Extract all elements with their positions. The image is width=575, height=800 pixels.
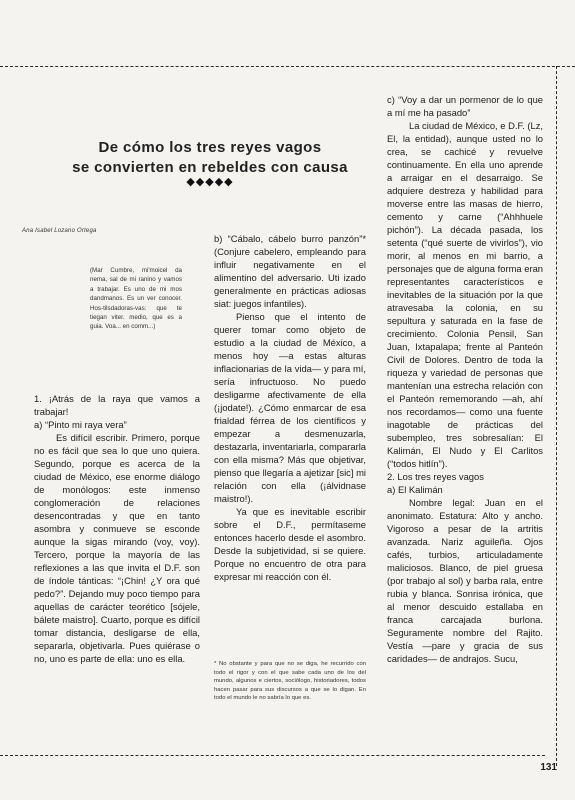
paragraph: 1. ¡Atrás de la raya que vamos a trabajar! [34,393,200,417]
footnote: * No obstante y para que no se diga, he recurrido con todo el rigor y con el que sabe cada uno de los del mundo, algunos e ciertos, sociólogo, historiadores, todos hacen pasar para sus discursos a que se lo digan. En todo el mundo le no sabría lo que es. [214,661,366,702]
page-number: 131 [540,762,557,773]
ornament-diamonds: ◆◆◆◆◆ [186,176,234,188]
author-bio: (Mar Cumbre, mi'moicel da nema, sal de mi ranino y vamos a trabajar. Es uno de mi mos dandmanos. Es un ver conocer. Hos-tilsdadoras-vas: que te tiegan viter. medio, que es a guia. Voa... en comm...) [90,267,182,331]
paragraph: Ya que es inevitable escribir sobre el D.F., permítaseme entonces hacerlo desde el asombro. Desde la subjetividad, si se quiere. Porque no encuentro de otra para expresar mi reacción con él. [214,506,366,582]
paragraph: b) “Cábalo, cábelo burro panzón”* (Conjure cabelero, empleando para influir negativamente en el alimentino del adversario. Uti izado generalmente en prácticas adiosas siat: juegos infantiles). [214,233,366,309]
top-rule [0,66,575,67]
text-column-middle [214,232,366,583]
paragraph: Nombre legal: Juan en el anonimato. Estatura: Alto y ancho. Vigoroso a pesar de la artritis avanzada. Nariz aguileña. Ojos cafés, turbios, articuladamente maliciosos. Blanco, de piel gruesa (por trabajo al sol) y barba rala, entre rubia y blanca. Sonrisa irónica, que al menor descuido estallaba en franca carcajada burlona. Seguramente nombre del Rajito. Vestía —pare y gracia de sus caridades— de andrajos. Sucu, [387,497,543,664]
text-column-right [387,93,543,665]
paragraph: a) “Pinto mi raya vera” [34,419,127,430]
author-byline: Ana Isabel Lozano Ortega [22,228,97,234]
right-rule [556,66,557,766]
paragraph: c) “Voy a dar un pormenor de lo que a mí me ha pasado” [387,94,543,118]
paragraph: Es difícil escribir. Primero, porque no es fácil que sea lo que uno quiera. Segundo, porque es acerca de la ciudad de México, ese enorme diálogo de monólogos: este inmenso conglomeración de relaciones desencontradas y que en tanto asombra y conmueve se esconde aunque la sigas mirando (voy, voy). Tercero, porque la mayoría de las reflexiones a las que invita el D.F. son de índole tánticas: “¡Chin! ¿Y ora qué pedo?”. Dejando muy poco tiempo para aquellas de carácter teorético [sójele, bálete maistro]. Cuarto, porque es difícil tomar distancia, desligarse de ella, separarla, objetivarla. Pues quiérase o no, uno es parte de ella: uno es ella. [34,432,200,664]
paragraph: a) El Kalimán [387,484,443,495]
bottom-rule [0,755,545,756]
article-title-line1: De cómo los tres reyes vagos [98,139,322,156]
text-column-left [34,392,200,665]
paragraph: Pienso que el intento de querer tomar como objeto de estudio a la ciudad de México, a menos hoy —a estas alturas inflacionarias de la vida— y para mí, sería infructuoso. No puedo desligarme afectivamente de ella (¡jodate!). ¿Cómo enmarcar de esa frialdad férrea de los científicos y empezar a desmenuzarla, destazarla, inventariarla, compararla con ella misma? Más que objetivar, pienso que llegaría a ajetizar [sic] mi relación con ella (¡álvidnase maistro!). [214,311,366,504]
article-title-line2: se convierten en rebeldes con causa [72,159,348,176]
paragraph: La ciudad de México, e D.F. (Lz, El, la entidad), aunque usted no lo crea, se cachicé y revuelve continuamente. En ella uno aprende a arraigar en el desarraigo. Se adquiere destreza y habilidad para moverse entre las masas de hierro, cemento y carne (“Ahhhuele pichón”). La década pasada, los setenta (“qué suerte de vivirlos”), vio morir, al menos en mi barrio, a personajes que de alguna forma eran representantes característicos e inevitables de la situación por la que atravesaba la colonia, en su sepultura y saturada en la fase de crecimiento. Colonia Pensil, San Juan, Ixtapalapa; frente al Panteón Civil de Dolores. Dentro de toda la riqueza y variedad de personas que mantenían una estrecha relación con el Panteón rememorando —ah, ahí nos recordamos— como una fuente inagotable de prácticas del subempleo, tres sobresalían: El Kalimán, El Nudo y El Carlitos (“todos hitlín”). [387,120,543,469]
paragraph: 2. Los tres reyes vagos [387,471,484,482]
